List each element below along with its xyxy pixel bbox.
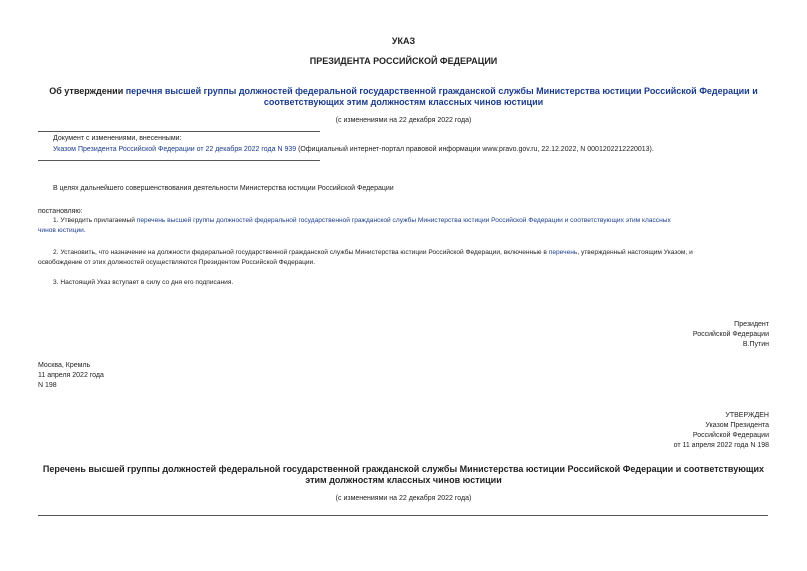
changes-suffix: (Официальный интернет-портал правовой информации www.pravo.gov.ru, 22.12.2022, N 0001202212220013). (296, 146, 654, 153)
paragraph-2-line2: освобождение от этих должностей осуществляются Президентом Российской Федерации. (38, 259, 316, 266)
appendix-title-line2: этим должностям классных чинов юстиции (305, 475, 502, 485)
signature-country: Российской Федерации (692, 331, 769, 338)
decree-about (0, 86, 807, 97)
place: Москва, Кремль (38, 362, 91, 369)
decree-number: N 198 (38, 382, 57, 389)
signature-name: В.Путин (742, 341, 769, 348)
changes-link[interactable]: Указом Президента Российской Федерации от 22 декабря 2022 года N 939 (53, 146, 297, 153)
p1-link-line1[interactable]: перечень высшей группы должностей федеральной государственной гражданской службы Министерства юстиции Российской Федерации и соответствующих этим классных (136, 217, 671, 224)
about-link-line2[interactable]: соответствующих этим должностям классных чинов юстиции (263, 97, 544, 107)
approved-date: от 11 апреля 2022 года N 198 (673, 442, 769, 449)
changes-line (53, 145, 654, 155)
about-link-line1[interactable]: перечня высшей группы должностей федеральной государственной гражданской службы Министерства юстиции Российской Федерации и (125, 86, 758, 96)
decree-revision: (с изменениями на 22 декабря 2022 года) (335, 117, 472, 124)
signature-position: Президент (734, 321, 769, 328)
about-prefix: Об утверждении (49, 86, 126, 96)
decree-title: УКАЗ (391, 36, 416, 46)
approved-label: УТВЕРЖДЕН (725, 412, 769, 419)
p1-prefix: 1. Утвердить прилагаемый (53, 217, 137, 224)
paragraph-2-line1 (53, 248, 693, 258)
body-intro: В целях дальнейшего совершенствования деятельности Министерства юстиции Российской Федерации (53, 185, 394, 192)
p2-suffix: , утвержденный настоящим Указом, и (577, 249, 693, 256)
paragraph-3: 3. Настоящий Указ вступает в силу со дня его подписания. (53, 279, 234, 286)
changes-label: Документ с изменениями, внесенными: (53, 135, 182, 142)
appendix-divider (38, 515, 768, 516)
p1-link-line2[interactable]: чинов юстиции (38, 227, 84, 234)
decree-subtitle: ПРЕЗИДЕНТА РОССИЙСКОЙ ФЕДЕРАЦИИ (309, 56, 498, 66)
appendix-revision: (с изменениями на 22 декабря 2022 года) (335, 495, 472, 502)
appendix-title-line1: Перечень высшей группы должностей федеральной государственной гражданской службы Министерства юстиции Российской Федерации и соответствующих (42, 464, 765, 474)
p2-prefix: 2. Установить, что назначение на должности федеральной государственной гражданской службы Министерства юстиции Российской Федерации, включенные в (53, 249, 549, 256)
date: 11 апреля 2022 года (38, 372, 104, 379)
divider-bottom (38, 160, 320, 161)
divider-top (38, 131, 320, 132)
paragraph-1-line2 (38, 226, 86, 236)
approved-by: Указом Президента (705, 422, 769, 429)
p1-suffix: . (83, 227, 86, 234)
paragraph-1-line1 (53, 216, 671, 226)
body-decree: постановляю: (38, 208, 83, 215)
approved-country: Российской Федерации (692, 432, 769, 439)
p2-link[interactable]: перечень (548, 249, 578, 256)
